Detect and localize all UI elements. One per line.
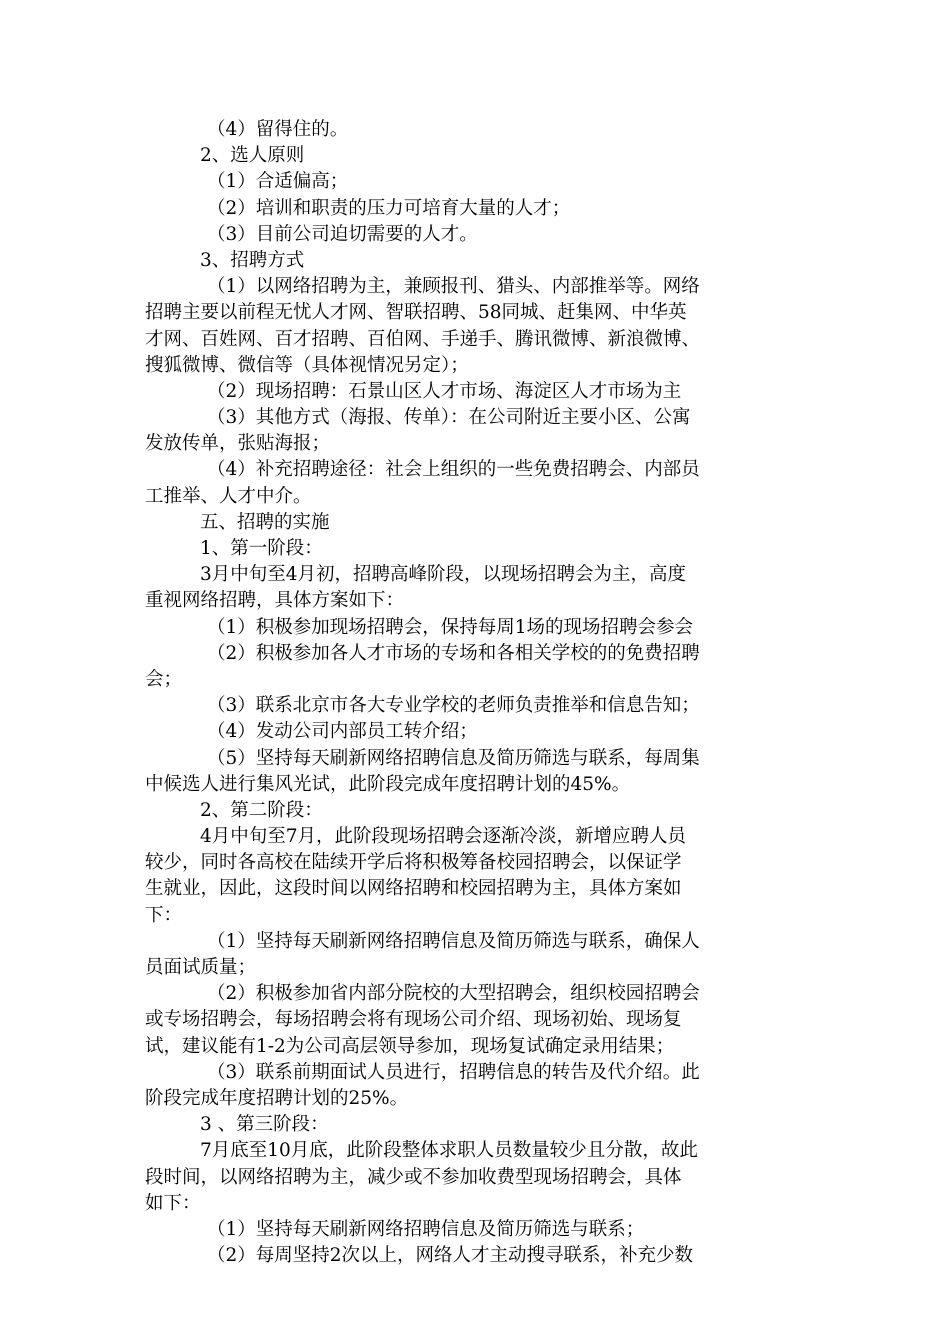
text-line: （3）联系北京市各大专业学校的老师负责推举和信息告知；: [207, 695, 700, 717]
text-line: 或专场招聘会，每场招聘会将有现场公司介绍、现场初始、现场复: [145, 1009, 682, 1031]
text-line: （2）积极参加各人才市场的专场和各相关学校的的免费招聘: [207, 642, 700, 664]
text-line: 段时间，以网络招聘为主，减少或不参加收费型现场招聘会，具体: [145, 1166, 682, 1188]
text-line: 3月中旬至4月初，招聘高峰阶段，以现场招聘会为主，高度: [200, 564, 687, 586]
text-line: 搜狐微博、微信等（具体视情况另定）；: [145, 354, 469, 376]
text-line: 1、第一阶段：: [200, 538, 323, 559]
text-line: 2、第二阶段：: [200, 799, 323, 821]
text-line: （4）留得住的。: [207, 119, 349, 140]
text-line: 下：: [145, 904, 183, 926]
document-body: [145, 117, 825, 1269]
text-line: 才网、百姓网、百才招聘、百伯网、手递手、腾讯微博、新浪微博、: [145, 328, 701, 350]
text-line: 4月中旬至7月，此阶段现场招聘会逐渐冷淡，新增应聘人员: [200, 826, 687, 848]
text-line: （2）培训和职责的压力可培育大量的人才；: [207, 197, 571, 219]
text-line: （1）合适偏高；: [207, 171, 349, 193]
text-line: （5）坚持每天刷新网络招聘信息及简历筛选与联系，每周集: [207, 747, 700, 769]
text-line: 五、招聘的实施: [200, 511, 330, 533]
text-line: 2、选人原则: [200, 145, 305, 167]
text-line: 工推举、人才中介。: [145, 485, 312, 507]
text-line: （1）积极参加现场招聘会，保持每周1场的现场招聘会参会: [207, 616, 694, 638]
text-line: （4）补充招聘途径：社会上组织的一些免费招聘会、内部员: [207, 459, 700, 481]
text-line: 3 、第三阶段：: [200, 1114, 329, 1136]
text-line: （3）其他方式（海报、传单）：在公司附近主要小区、公寓: [207, 407, 691, 429]
text-line: 员面试质量；: [145, 957, 257, 978]
text-line: （3）目前公司迫切需要的人才。: [207, 223, 478, 245]
text-line: （3）联系前期面试人员进行，招聘信息的转告及代介绍。此: [207, 1061, 700, 1083]
text-line: 阶段完成年度招聘计划的25%。: [145, 1087, 409, 1109]
text-line: （1）坚持每天刷新网络招聘信息及简历筛选与联系，确保人: [207, 930, 700, 952]
text-line: 招聘主要以前程无忧人才网、智联招聘、58同城、赶集网、中华英: [145, 302, 687, 324]
text-line: （2）积极参加省内部分院校的大型招聘会，组织校园招聘会: [207, 983, 700, 1005]
text-line: 试，建议能有1-2为公司高层领导参加，现场复试确定录用结果；: [145, 1035, 675, 1057]
text-line: 发放传单，张贴海报；: [145, 433, 331, 455]
text-line: 会；: [145, 668, 183, 690]
text-line: 3、招聘方式: [200, 249, 305, 271]
text-line: （4）发动公司内部员工转介绍；: [207, 721, 478, 743]
text-line: （2）现场招聘：石景山区人才市场、海淀区人才市场为主: [207, 380, 682, 402]
text-line: （1）以网络招聘为主，兼顾报刊、猎头、内部推举等。网络: [207, 276, 700, 298]
text-line: （2）每周坚持2次以上，网络人才主动搜寻联系，补充少数: [207, 1245, 694, 1267]
text-line: 如下：: [145, 1192, 201, 1214]
text-line: 重视网络招聘，具体方案如下：: [145, 590, 405, 612]
text-line: 生就业，因此，这段时间以网络招聘和校园招聘为主，具体方案如: [145, 878, 682, 900]
text-line: 较少，同时各高校在陆续开学后将积极筹备校园招聘会，以保证学: [145, 852, 682, 874]
text-line: （1）坚持每天刷新网络招聘信息及简历筛选与联系；: [207, 1218, 645, 1240]
text-line: 7月底至10月底，此阶段整体求职人员数量较少且分散，故此: [200, 1140, 698, 1162]
text-line: 中候选人进行集风光试，此阶段完成年度招聘计划的45%。: [145, 773, 631, 795]
